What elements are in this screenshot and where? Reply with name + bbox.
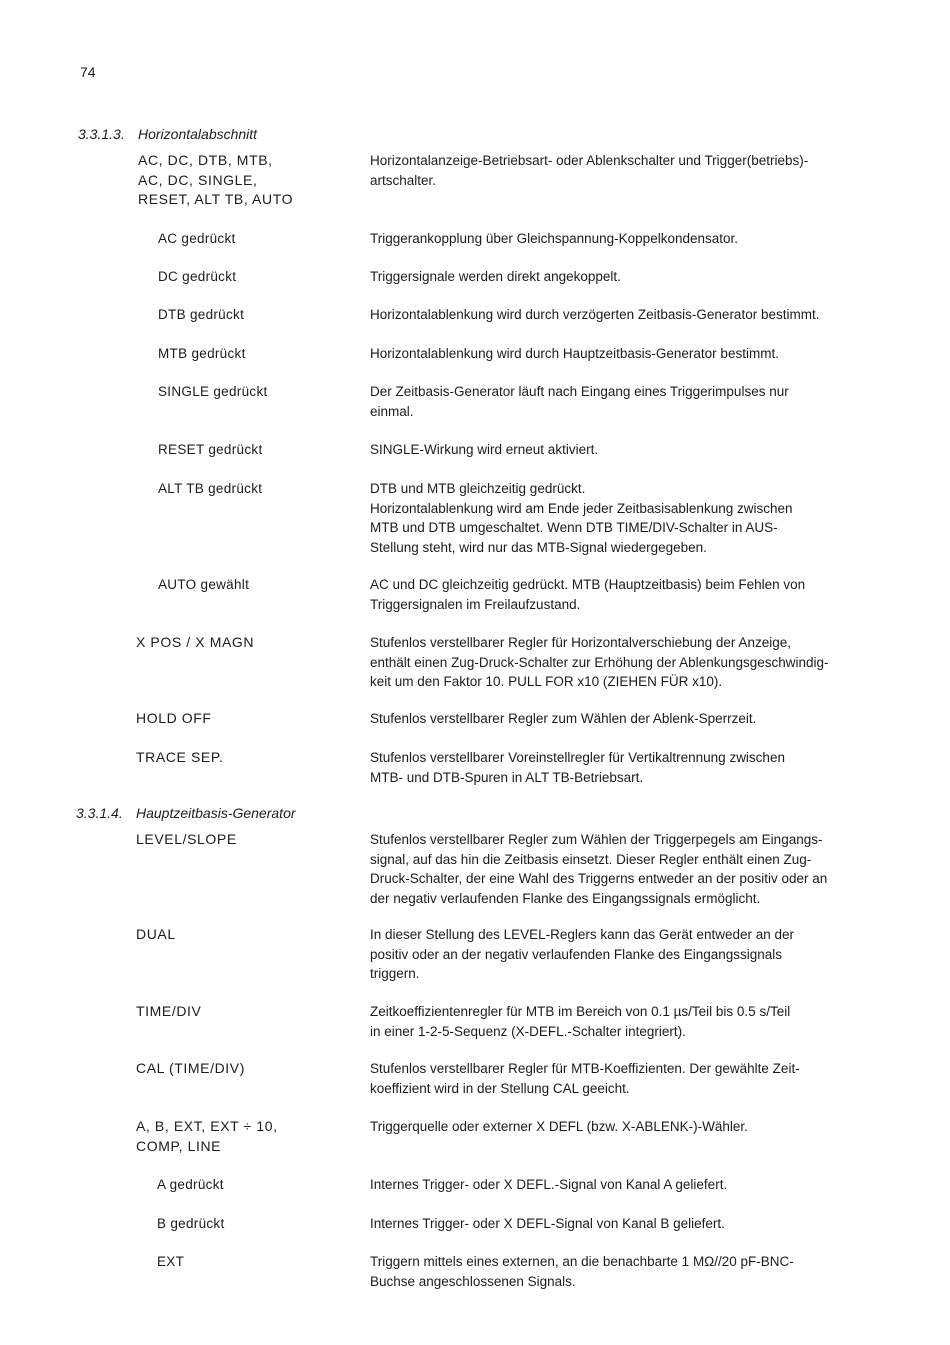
entry-description: Stufenlos verstellbarer Regler zum Wählen der Ablenk-Sperrzeit. xyxy=(370,711,757,726)
entry-description: AC und DC gleichzeitig gedrückt. MTB (Hauptzeitbasis) beim Fehlen von Triggersignalen im Freilaufzustand. xyxy=(370,577,806,612)
section-title: Horizontalabschnitt xyxy=(138,126,258,142)
entry-term: DUAL xyxy=(136,926,176,942)
entry-term: SINGLE gedrückt xyxy=(158,384,268,399)
entry-description: Zeitkoeffizientenregler für MTB im Bereich von 0.1 µs/Teil bis 0.5 s/Teil in einer 1-2-5-Sequenz (X-DEFL.-Schalter integriert). xyxy=(370,1004,791,1039)
entry-term: HOLD OFF xyxy=(136,710,212,726)
entry-description: Triggerquelle oder externer X DEFL (bzw. X-ABLENK-)-Wähler. xyxy=(370,1119,748,1134)
page-number: 74 xyxy=(80,64,96,80)
entry-term: MTB gedrückt xyxy=(158,346,246,361)
entry-description: Stufenlos verstellbarer Regler für Horizontalverschiebung der Anzeige, enthält einen Zug-Druck-Schalter zur Erhöhung der Ablenkungsgeschwindig- keit um den Faktor 10. PULL FOR x10 (ZIEHEN FÜR x10). xyxy=(370,635,829,689)
entry-term: A gedrückt xyxy=(157,1177,224,1192)
entry-description: DTB und MTB gleichzeitig gedrückt. Horizontalablenkung wird am Ende jeder Zeitbasisablenkung zwischen MTB und DTB umgeschaltet. Wenn DTB TIME/DIV-Schalter in AUS- Stellung steht, wird nur das MTB-Signal wiedergegeben. xyxy=(370,481,793,555)
entry-description: Triggern mittels eines externen, an die benachbarte 1 MΩ//20 pF-BNC- Buchse angeschlossenen Signals. xyxy=(370,1254,794,1289)
section-number: 3.3.1.3. xyxy=(78,126,125,142)
entry-description: Internes Trigger- oder X DEFL.-Signal von Kanal A geliefert. xyxy=(370,1177,728,1192)
entry-term: TRACE SEP. xyxy=(136,749,224,765)
entry-term: LEVEL/SLOPE xyxy=(136,831,237,847)
entry-term: DC gedrückt xyxy=(158,269,237,284)
entry-term: AC gedrückt xyxy=(158,231,236,246)
entry-term: AUTO gewählt xyxy=(158,577,250,592)
section-number: 3.3.1.4. xyxy=(76,805,123,821)
section-heading xyxy=(78,126,257,142)
entry-term: AC, DC, DTB, MTB, AC, DC, SINGLE, RESET, ALT TB, AUTO xyxy=(138,152,294,207)
entry-description: In dieser Stellung des LEVEL-Reglers kann das Gerät entweder an der positiv oder an der negativ verlaufenden Flanke des Eingangssignals triggern. xyxy=(370,927,794,981)
entry-term: CAL (TIME/DIV) xyxy=(136,1060,245,1076)
entry-term: X POS / X MAGN xyxy=(136,634,255,650)
entry-term: ALT TB gedrückt xyxy=(158,481,263,496)
entry-description: Stufenlos verstellbarer Regler zum Wählen der Triggerpegels am Eingangs- signal, auf das hin die Zeitbasis einsetzt. Dieser Regler enthält einen Zug- Druck-Schalter, der eine Wahl des Triggerns entweder an der positiv oder an der negativ verlaufenden Flanke des Eingangssignals ermöglicht. xyxy=(370,832,828,906)
entry-term: TIME/DIV xyxy=(136,1003,202,1019)
entry-term: RESET gedrückt xyxy=(158,442,263,457)
entry-term: A, B, EXT, EXT ÷ 10, COMP, LINE xyxy=(136,1118,278,1154)
section-title: Hauptzeitbasis-Generator xyxy=(136,805,296,821)
entry-description: Horizontalablenkung wird durch Hauptzeitbasis-Generator bestimmt. xyxy=(370,346,779,361)
entry-description: Internes Trigger- oder X DEFL-Signal von Kanal B geliefert. xyxy=(370,1216,725,1231)
entry-description: SINGLE-Wirkung wird erneut aktiviert. xyxy=(370,442,599,457)
entry-description: Stufenlos verstellbarer Regler für MTB-Koeffizienten. Der gewählte Zeit- koeffizient wird in der Stellung CAL geeicht. xyxy=(370,1061,800,1096)
entry-description: Triggerankopplung über Gleichspannung-Koppelkondensator. xyxy=(370,231,739,246)
entry-term: DTB gedrückt xyxy=(158,307,245,322)
entry-description: Horizontalanzeige-Betriebsart- oder Ablenkschalter und Trigger(betriebs)- artschalter. xyxy=(370,153,809,188)
entry-term: B gedrückt xyxy=(157,1216,225,1231)
entry-description: Der Zeitbasis-Generator läuft nach Eingang eines Triggerimpulses nur einmal. xyxy=(370,384,789,419)
section-heading xyxy=(76,805,296,821)
entry-description: Stufenlos verstellbarer Voreinstellregler für Vertikaltrennung zwischen MTB- und DTB-Spuren in ALT TB-Betriebsart. xyxy=(370,750,785,785)
entry-description: Horizontalablenkung wird durch verzögerten Zeitbasis-Generator bestimmt. xyxy=(370,307,820,322)
entry-description: Triggersignale werden direkt angekoppelt. xyxy=(370,269,621,284)
entry-term: EXT xyxy=(157,1254,185,1269)
